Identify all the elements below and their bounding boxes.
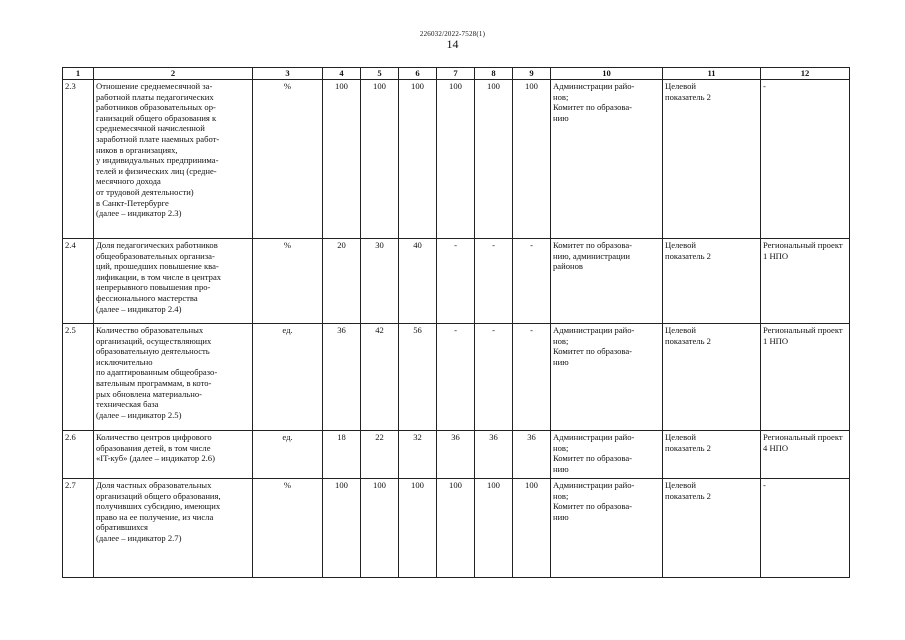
indicator-name-line: телей и физических лиц (средне- <box>96 165 217 176</box>
value-v9: 36 <box>513 431 551 479</box>
target-indicator-line: показатель 2 <box>665 91 711 102</box>
responsible <box>551 80 663 239</box>
value-v6: 100 <box>399 479 437 578</box>
regional-project-line: Региональный проект <box>763 432 843 442</box>
target-indicator-line: Целевой <box>665 480 697 490</box>
unit: % <box>253 239 323 324</box>
indicator-name-line: месячного дохода <box>96 176 161 187</box>
value-v9: - <box>513 239 551 324</box>
unit: ед. <box>253 324 323 431</box>
responsible-line: Комитет по образова- <box>553 501 633 512</box>
value-v6: 100 <box>399 80 437 239</box>
indicator-name-line: (далее – индикатор 2.3) <box>96 208 182 219</box>
value-v5: 100 <box>361 80 399 239</box>
responsible-line: нов; <box>553 91 569 102</box>
regional-project <box>761 479 850 578</box>
regional-project-line: 1 НПО <box>763 250 789 261</box>
table-row <box>63 431 850 479</box>
table-row <box>63 80 850 239</box>
unit: ед. <box>253 431 323 479</box>
value-v7: - <box>437 324 475 431</box>
indicator-name-line: ганизаций общего образования к <box>96 112 217 123</box>
indicator-name-line: среднемесячной начисленной <box>96 123 205 134</box>
responsible-line: нию <box>553 112 569 123</box>
unit: % <box>253 80 323 239</box>
row-number: 2.6 <box>63 431 94 479</box>
value-v6: 32 <box>399 431 437 479</box>
regional-project-line: Региональный проект <box>763 240 843 250</box>
indicator-name-line: фессионального мастерства <box>96 292 198 303</box>
regional-project <box>761 431 850 479</box>
value-v4: 100 <box>323 479 361 578</box>
value-v8: 100 <box>475 479 513 578</box>
indicator-name-line: получивших субсидию, имеющих <box>96 501 221 512</box>
target-indicator-line: показатель 2 <box>665 335 711 346</box>
indicator-name <box>94 431 253 479</box>
target-indicator-line: показатель 2 <box>665 442 711 453</box>
indicator-name-line: заработной плате наемных работ- <box>96 133 220 144</box>
responsible-line: нов; <box>553 442 569 453</box>
value-v4: 36 <box>323 324 361 431</box>
indicator-name-line: Доля педагогических работников <box>96 240 218 250</box>
indicator-name-line: «IT-куб» (далее – индикатор 2.6) <box>96 453 215 464</box>
responsible-line: нию, администрации <box>553 250 630 261</box>
value-v9: - <box>513 324 551 431</box>
value-v6: 56 <box>399 324 437 431</box>
value-v6: 40 <box>399 239 437 324</box>
target-indicator-line: Целевой <box>665 432 697 442</box>
regional-project-line: 4 НПО <box>763 442 789 453</box>
indicator-name-line: организаций, осуществляющих <box>96 335 212 346</box>
indicator-name-line: организаций общего образования, <box>96 490 221 501</box>
indicator-name-line: рых обновлена материально- <box>96 388 202 399</box>
row-number: 2.4 <box>63 239 94 324</box>
column-header-8: 8 <box>475 68 513 80</box>
indicator-name-line: вательным программам, в кото- <box>96 377 212 388</box>
indicator-name-line: обратившихся <box>96 522 149 533</box>
row-number: 2.3 <box>63 80 94 239</box>
regional-project <box>761 324 850 431</box>
target-indicator-line: Целевой <box>665 240 697 250</box>
value-v9: 100 <box>513 80 551 239</box>
indicator-name-line: Количество центров цифрового <box>96 432 212 442</box>
table-row <box>63 239 850 324</box>
indicator-name-line: работной платы педагогических <box>96 91 214 102</box>
responsible <box>551 431 663 479</box>
responsible <box>551 239 663 324</box>
responsible-line: Администрации райо- <box>553 325 635 335</box>
value-v5: 42 <box>361 324 399 431</box>
column-header-12: 12 <box>761 68 850 80</box>
value-v7: 100 <box>437 80 475 239</box>
indicators-table <box>62 67 850 578</box>
column-header-1: 1 <box>63 68 94 80</box>
table-row <box>63 324 850 431</box>
target-indicator-line: показатель 2 <box>665 490 711 501</box>
indicator-name-line: (далее – индикатор 2.4) <box>96 303 182 314</box>
value-v5: 30 <box>361 239 399 324</box>
indicator-name <box>94 80 253 239</box>
column-header-4: 4 <box>323 68 361 80</box>
unit: % <box>253 479 323 578</box>
indicator-name-line: общеобразовательных организа- <box>96 250 215 261</box>
value-v8: - <box>475 324 513 431</box>
value-v8: - <box>475 239 513 324</box>
indicator-name <box>94 324 253 431</box>
value-v4: 100 <box>323 80 361 239</box>
responsible-line: нию <box>553 356 569 367</box>
indicator-name <box>94 479 253 578</box>
value-v5: 100 <box>361 479 399 578</box>
indicator-name-line: в Санкт-Петербурге <box>96 197 169 208</box>
responsible-line: Администрации райо- <box>553 480 635 490</box>
column-header-5: 5 <box>361 68 399 80</box>
responsible-line: Комитет по образова- <box>553 240 633 250</box>
regional-project-line: - <box>763 81 766 91</box>
page-number: 14 <box>446 37 459 51</box>
indicator-name-line: Отношение среднемесячной за- <box>96 81 213 91</box>
column-header-11: 11 <box>663 68 761 80</box>
indicator-name-line: Доля частных образовательных <box>96 480 212 490</box>
responsible-line: Комитет по образова- <box>553 453 633 464</box>
indicator-name-line: право на ее получение, из числа <box>96 511 214 522</box>
indicator-name-line: исключительно <box>96 356 153 367</box>
value-v4: 18 <box>323 431 361 479</box>
value-v7: 36 <box>437 431 475 479</box>
indicator-name-line: образовательную деятельность <box>96 346 210 357</box>
indicator-name <box>94 239 253 324</box>
value-v8: 36 <box>475 431 513 479</box>
indicator-name-line: Количество образовательных <box>96 325 204 335</box>
regional-project <box>761 80 850 239</box>
target-indicator-line: Целевой <box>665 81 697 91</box>
value-v9: 100 <box>513 479 551 578</box>
value-v7: - <box>437 239 475 324</box>
document-id: 226032/2022-7528(1) <box>419 30 486 38</box>
regional-project-line: - <box>763 480 766 490</box>
indicator-name-line: непрерывного повышения про- <box>96 282 211 293</box>
responsible-line: Администрации райо- <box>553 432 635 442</box>
value-v7: 100 <box>437 479 475 578</box>
responsible-line: Комитет по образова- <box>553 102 633 113</box>
column-header-2: 2 <box>94 68 253 80</box>
column-header-6: 6 <box>399 68 437 80</box>
table-body <box>63 80 850 578</box>
row-number: 2.5 <box>63 324 94 431</box>
responsible-line: нов; <box>553 335 569 346</box>
regional-project <box>761 239 850 324</box>
column-header-7: 7 <box>437 68 475 80</box>
indicator-name-line: ций, прошедших повышение ква- <box>96 261 219 272</box>
indicator-name-line: лификации, в том числе в центрах <box>96 271 222 282</box>
table-row <box>63 479 850 578</box>
indicator-name-line: (далее – индикатор 2.7) <box>96 532 182 543</box>
regional-project-line: 1 НПО <box>763 335 789 346</box>
indicator-name-line: по адаптированным общеобразо- <box>96 367 218 378</box>
responsible-line: нию <box>553 511 569 522</box>
responsible <box>551 324 663 431</box>
target-indicator-line: Целевой <box>665 325 697 335</box>
column-header-9: 9 <box>513 68 551 80</box>
header-row <box>63 68 850 80</box>
row-number: 2.7 <box>63 479 94 578</box>
indicator-name-line: у индивидуальных предпринима- <box>96 155 219 166</box>
indicator-name-line: техническая база <box>96 399 159 410</box>
target-indicator <box>663 324 761 431</box>
responsible-line: Администрации райо- <box>553 81 635 91</box>
target-indicator <box>663 80 761 239</box>
indicator-name-line: работников образовательных ор- <box>96 102 216 113</box>
target-indicator <box>663 479 761 578</box>
responsible-line: нию <box>553 463 569 474</box>
indicator-name-line: (далее – индикатор 2.5) <box>96 409 182 420</box>
target-indicator-line: показатель 2 <box>665 250 711 261</box>
responsible-line: нов; <box>553 490 569 501</box>
column-header-3: 3 <box>253 68 323 80</box>
value-v8: 100 <box>475 80 513 239</box>
target-indicator <box>663 239 761 324</box>
indicator-name-line: ников в организациях, <box>96 144 178 155</box>
value-v5: 22 <box>361 431 399 479</box>
value-v4: 20 <box>323 239 361 324</box>
target-indicator <box>663 431 761 479</box>
responsible <box>551 479 663 578</box>
indicator-name-line: образования детей, в том числе <box>96 442 211 453</box>
regional-project-line: Региональный проект <box>763 325 843 335</box>
responsible-line: районов <box>553 261 583 272</box>
responsible-line: Комитет по образова- <box>553 346 633 357</box>
column-header-10: 10 <box>551 68 663 80</box>
indicator-name-line: от трудовой деятельности) <box>96 186 194 197</box>
